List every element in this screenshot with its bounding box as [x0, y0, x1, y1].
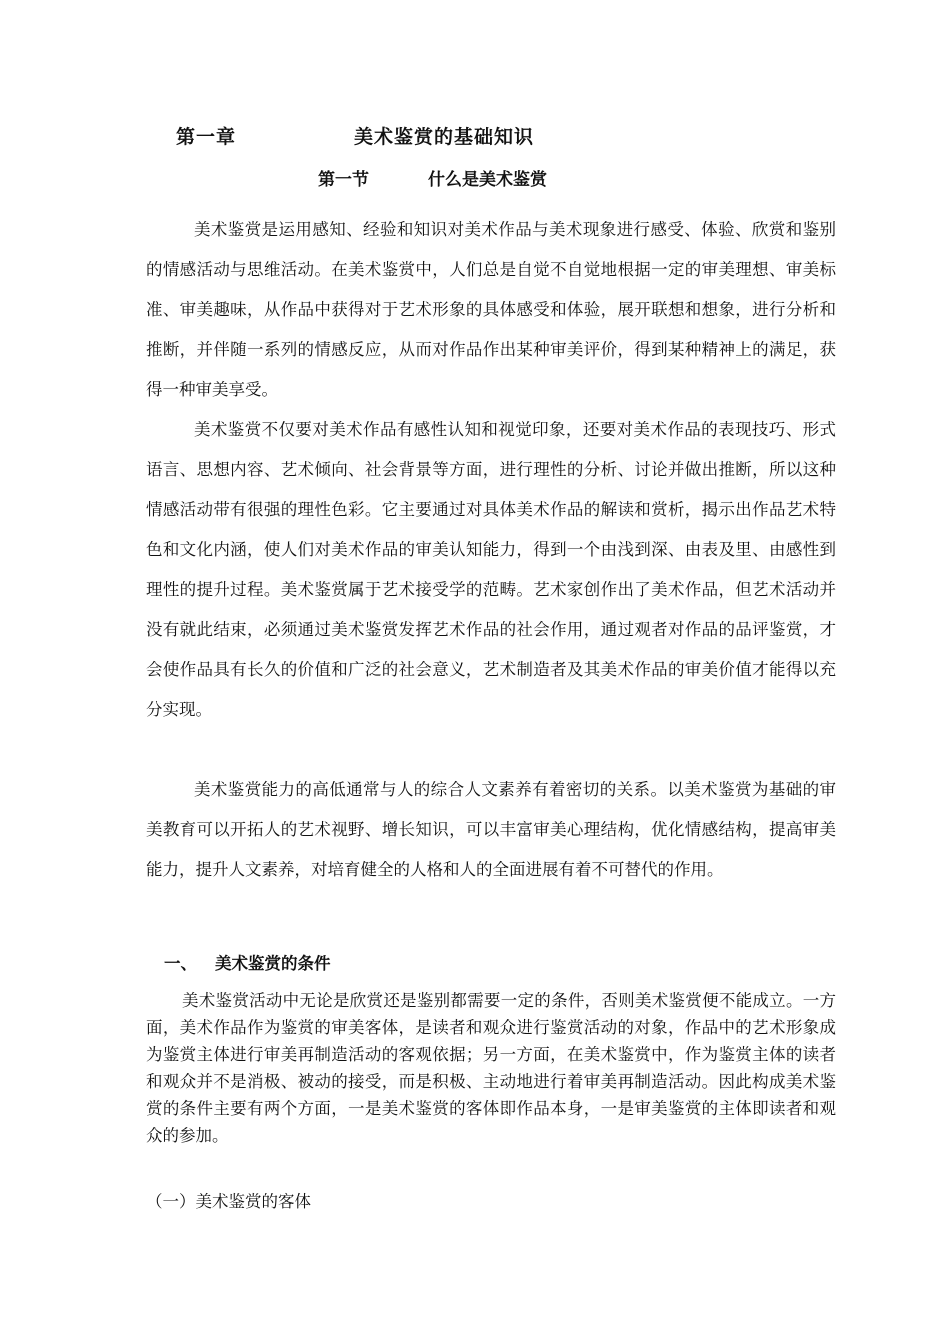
paragraph-humanistic-literacy: 美术鉴赏能力的高低通常与人的综合人文素养有着密切的关系。以美术鉴赏为基础的审美教育可以开拓人的艺术视野、增长知识，可以丰富审美心理结构，优化情感结构，提高审美能力，提升人文素养，对培育健全的人格和人的全面进展有着不可替代的作用。: [146, 780, 836, 879]
paragraph-definition: 美术鉴赏是运用感知、经验和知识对美术作品与美术现象进行感受、体验、欣赏和鉴别的情感活动与思维活动。在美术鉴赏中，人们总是自觉不自觉地根据一定的审美理想、审美标准、审美趣味，从作品中获得对于艺术形象的具体感受和体验，展开联想和想象，进行分析和推断，并伴随一系列的情感反应，从而对作品作出某种审美评价，得到某种精神上的满足，获得一种审美享受。: [146, 220, 836, 399]
subheading-object: （一）美术鉴赏的客体: [146, 1192, 311, 1211]
chapter-number: 第一章: [176, 126, 237, 148]
heading-title: 美术鉴赏的条件: [215, 954, 331, 973]
chapter-title: 美术鉴赏的基础知识: [354, 126, 535, 148]
heading-number: 一、: [164, 954, 197, 973]
paragraph-conditions: 美术鉴赏活动中无论是欣赏还是鉴别都需要一定的条件，否则美术鉴赏便不能成立。一方面，美术作品作为鉴赏的审美客体，是读者和观众进行鉴赏活动的对象，作品中的艺术形象成为鉴赏主体进行审美再制造活动的客观依据；另一方面，在美术鉴赏中，作为鉴赏主体的读者和观众并不是消极、被动的接受，而是积极、主动地进行着审美再制造活动。因此构成美术鉴赏的条件主要有两个方面，一是美术鉴赏的客体即作品本身，一是审美鉴赏的主体即读者和观众的参加。: [146, 991, 836, 1145]
section-title: 什么是美术鉴赏: [428, 170, 547, 190]
section-number: 第一节: [318, 170, 369, 190]
paragraph-rational-analysis: 美术鉴赏不仅要对美术作品有感性认知和视觉印象，还要对美术作品的表现技巧、形式语言、思想内容、艺术倾向、社会背景等方面，进行理性的分析、讨论并做出推断，所以这种情感活动带有很强的理性色彩。它主要通过对具体美术作品的解读和赏析，揭示出作品艺术特色和文化内涵，使人们对美术作品的审美认知能力，得到一个由浅到深、由表及里、由感性到理性的提升过程。美术鉴赏属于艺术接受学的范畴。艺术家创作出了美术作品，但艺术活动并没有就此结束，必须通过美术鉴赏发挥艺术作品的社会作用，通过观者对作品的品评鉴赏，才会使作品具有长久的价值和广泛的社会意义，艺术制造者及其美术作品的审美价值才能得以充分实现。: [146, 420, 836, 719]
heading-conditions: [164, 950, 331, 974]
